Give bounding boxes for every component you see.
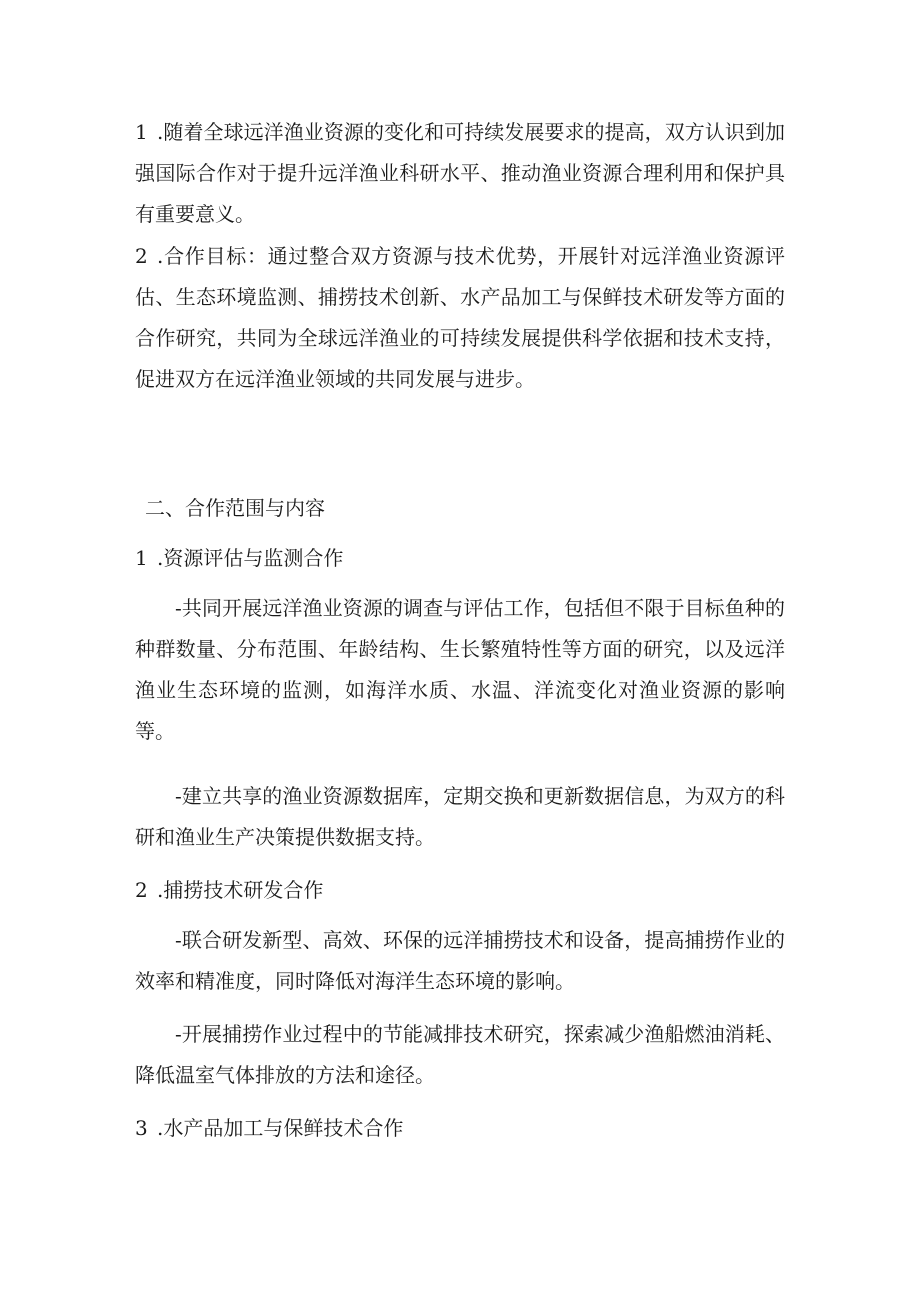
item-number: 2 [135, 878, 148, 902]
item-number: 1 [135, 120, 148, 144]
subsection-title-text: .水产品加工与保鲜技术合作 [157, 1116, 404, 1140]
subsection-title [135, 870, 785, 911]
item-number: 3 [135, 1116, 148, 1140]
bullet-paragraph: -开展捕捞作业过程中的节能减排技术研究，探索减少渔船燃油消耗、降低温室气体排放的方法和途径。 [135, 1022, 785, 1087]
item-number: 1 [135, 546, 148, 570]
item-number: 2 [135, 244, 148, 268]
paragraph-background [135, 112, 785, 235]
subsection-title-text: .资源评估与监测合作 [157, 546, 344, 570]
bullet-paragraph: -共同开展远洋渔业资源的调查与评估工作，包括但不限于目标鱼种的种群数量、分布范围、年龄结构、生长繁殖特性等方面的研究，以及远洋渔业生态环境的监测，如海洋水质、水温、洋流变化对渔业资源的影响等。 [135, 596, 785, 743]
bullet-paragraph: -建立共享的渔业资源数据库，定期交换和更新数据信息，为双方的科研和渔业生产决策提供数据支持。 [135, 784, 785, 849]
paragraph-goal [135, 236, 785, 400]
section-heading: 二、合作范围与内容 [145, 496, 325, 520]
paragraph-text: .合作目标：通过整合双方资源与技术优势，开展针对远洋渔业资源评估、生态环境监测、捕捞技术创新、水产品加工与保鲜技术研发等方面的合作研究，共同为全球远洋渔业的可持续发展提供科学依据和技术支持，促进双方在远洋渔业领域的共同发展与进步。 [135, 244, 785, 391]
subsection-title [135, 538, 785, 579]
bullet-paragraph: -联合研发新型、高效、环保的远洋捕捞技术和设备，提高捕捞作业的效率和精准度，同时降低对海洋生态环境的影响。 [135, 928, 785, 993]
subsection-title-text: .捕捞技术研发合作 [157, 878, 324, 902]
paragraph-text: .随着全球远洋渔业资源的变化和可持续发展要求的提高，双方认识到加强国际合作对于提升远洋渔业科研水平、推动渔业资源合理利用和保护具有重要意义。 [135, 120, 785, 226]
subsection-title [135, 1108, 785, 1149]
